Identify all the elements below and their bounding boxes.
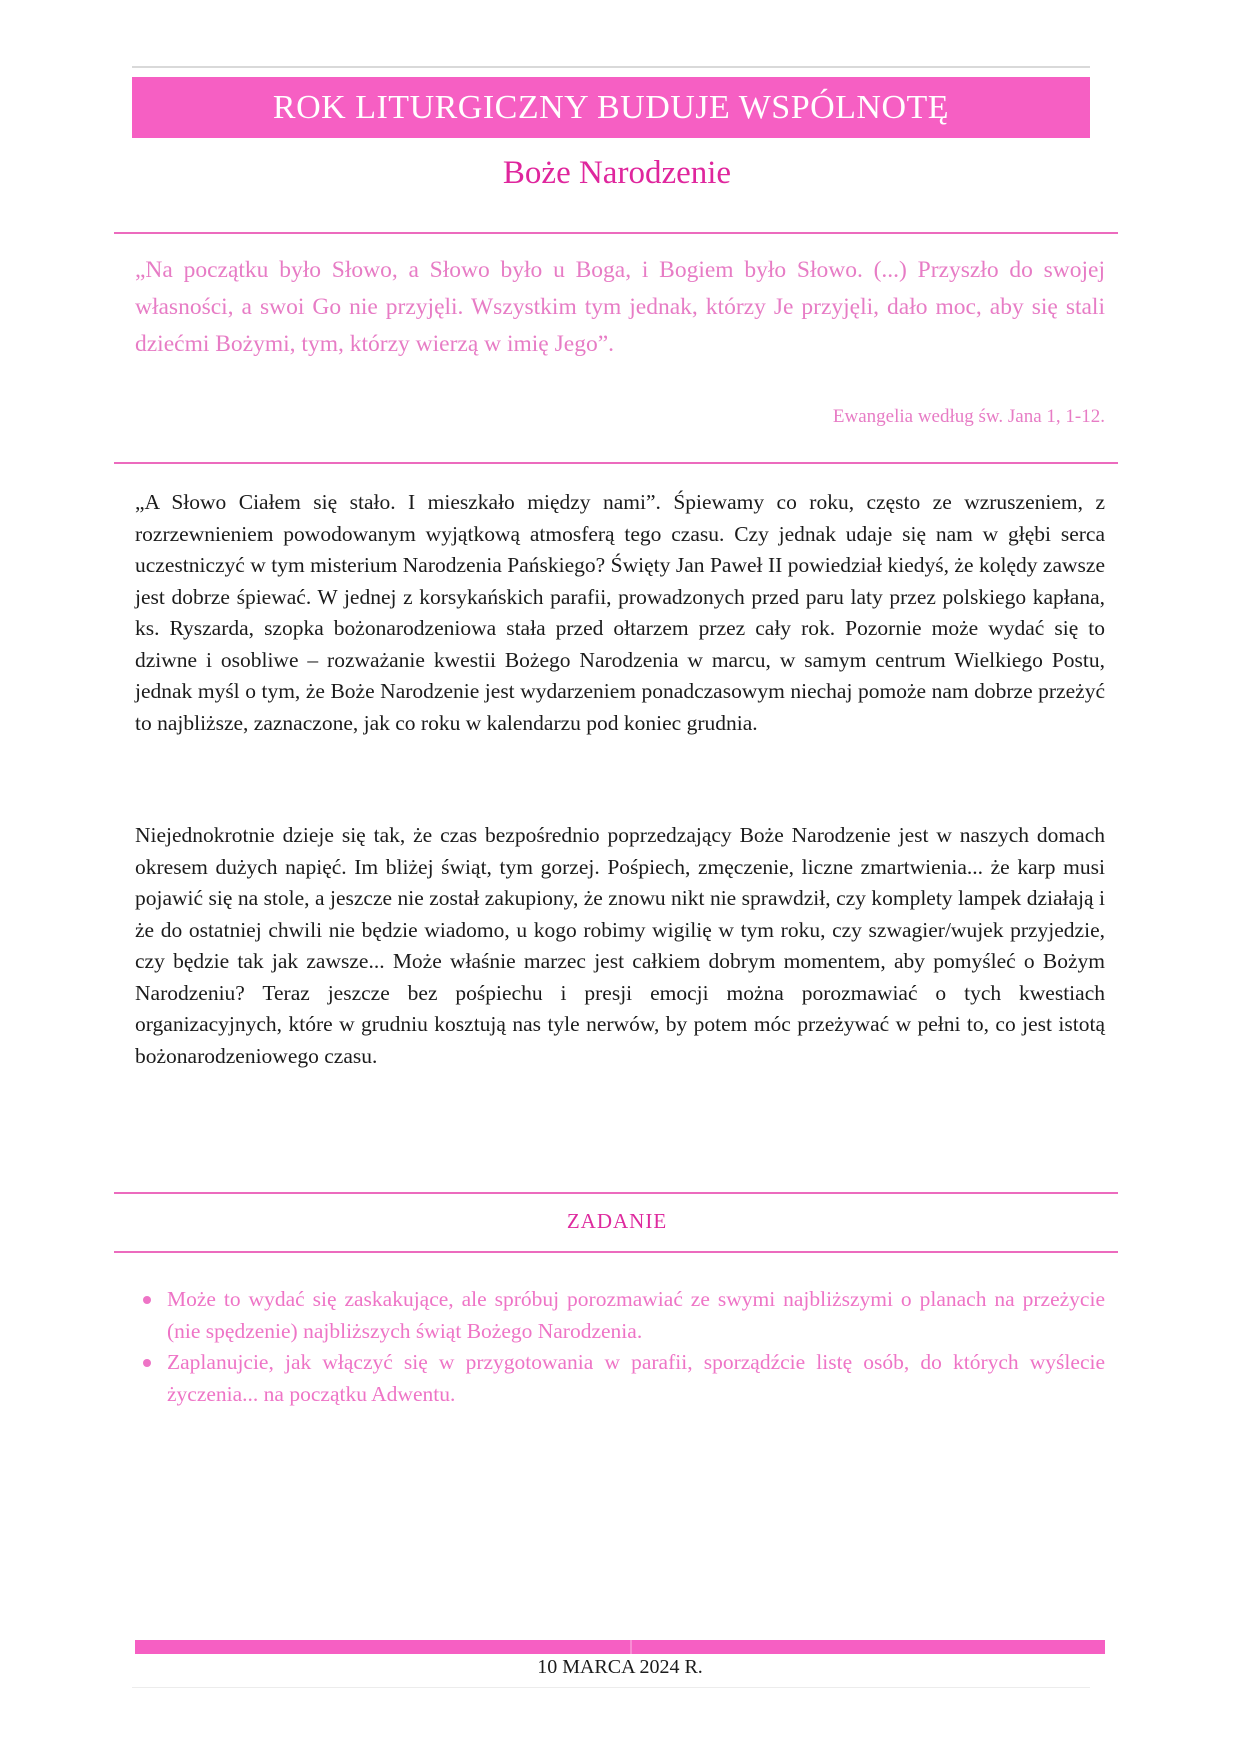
divider-above-task xyxy=(114,1192,1118,1194)
task-item-text: Może to wydać się zaskakujące, ale spróbuj porozmawiać ze swymi najbliższymi o planach na przeżycie (nie spędzenie) najbliższych świąt Bożego Narodzenia. xyxy=(167,1287,1105,1343)
body-paragraph-1: „A Słowo Ciałem się stało. I mieszkało między nami”. Śpiewamy co roku, często ze wzruszeniem, z rozrzewnieniem powodowanym wyjątkową atmosferą tego czasu. Czy jednak udaje się nam w głębi serca uczestniczyć w tym misterium Narodzenia Pańskiego? Święty Jan Paweł II powiedział kiedyś, że kolędy zawsze jest dobrze śpiewać. W jednej z korsykańskich parafii, prowadzonych przed paru laty przez polskiego kapłana, ks. Ryszarda, szopka bożonarodzeniowa stała przed ołtarzem przez cały rok. Pozornie może wydać się to dziwne i osobliwe – rozważanie kwestii Bożego Narodzenia w marcu, w samym centrum Wielkiego Postu, jednak myśl o tym, że Boże Narodzenie jest wydarzeniem ponadczasowym niechaj pomoże nam dobrze przeżyć to najbliższe, zaznaczone, jak co roku w kalendarzu pod koniec grudnia. xyxy=(135,490,1105,735)
footer-bar-seam xyxy=(630,1640,632,1654)
divider-above-quote xyxy=(114,232,1118,234)
footer-bottom-divider xyxy=(132,1687,1090,1688)
bullet-icon xyxy=(143,1296,151,1304)
bullet-icon xyxy=(143,1359,151,1367)
banner-top-divider xyxy=(132,66,1090,68)
body-paragraph-2: Niejednokrotnie dzieje się tak, że czas bezpośrednio poprzedzający Boże Narodzenie jest w naszych domach okresem dużych napięć. Im bliżej świąt, tym gorzej. Pośpiech, zmęczenie, liczne zmartwienia... że karp musi pojawić się na stole, a jeszcze nie został zakupiony, że znowu nikt nie sprawdził, czy komplety lampek działają i że do ostatniej chwili nie będzie wiadomo, u kogo robimy wigilię w tym roku, czy szwagier/wujek przyjedzie, czy będzie tak jak zawsze... Może właśnie marzec jest całkiem dobrym momentem, aby pomyśleć o Bożym Narodzeniu? Teraz jeszcze bez pośpiechu i presji emocji można porozmawiać o tych kwestiach organizacyjnych, które w grudniu kosztują nas tyle nerwów, by potem móc przeżywać w pełni to, co jest istotą bożonarodzeniowego czasu. xyxy=(135,823,1105,1068)
divider-below-task-heading xyxy=(114,1251,1118,1253)
quote-attribution: Ewangelia według św. Jana 1, 1-12. xyxy=(832,406,1105,427)
banner-title: ROK LITURGICZNY BUDUJE WSPÓLNOTĘ xyxy=(272,88,950,126)
footer-date: 10 MARCA 2024 R. xyxy=(537,1656,703,1678)
divider-below-quote xyxy=(114,462,1118,464)
page-title: Boże Narodzenie xyxy=(502,155,732,191)
footer-bar xyxy=(135,1640,1105,1654)
task-section-heading: ZADANIE xyxy=(566,1209,668,1233)
header-banner xyxy=(132,77,1090,138)
task-item-text: Zaplanujcie, jak włączyć się w przygotowania w parafii, sporządźcie listę osób, do których wyślecie życzenia... na początku Adwentu. xyxy=(167,1350,1105,1406)
scripture-quote: „Na początku było Słowo, a Słowo było u Boga, i Bogiem było Słowo. (...) Przyszło do swojej własności, a swoi Go nie przyjęli. Wszystkim tym jednak, którzy Je przyjęli, dało moc, aby się stali dziećmi Bożymi, tym, którzy wierzą w imię Jego”. xyxy=(135,257,1105,357)
task-list xyxy=(135,1284,1105,1410)
list-item xyxy=(135,1284,1105,1347)
list-item xyxy=(135,1347,1105,1410)
